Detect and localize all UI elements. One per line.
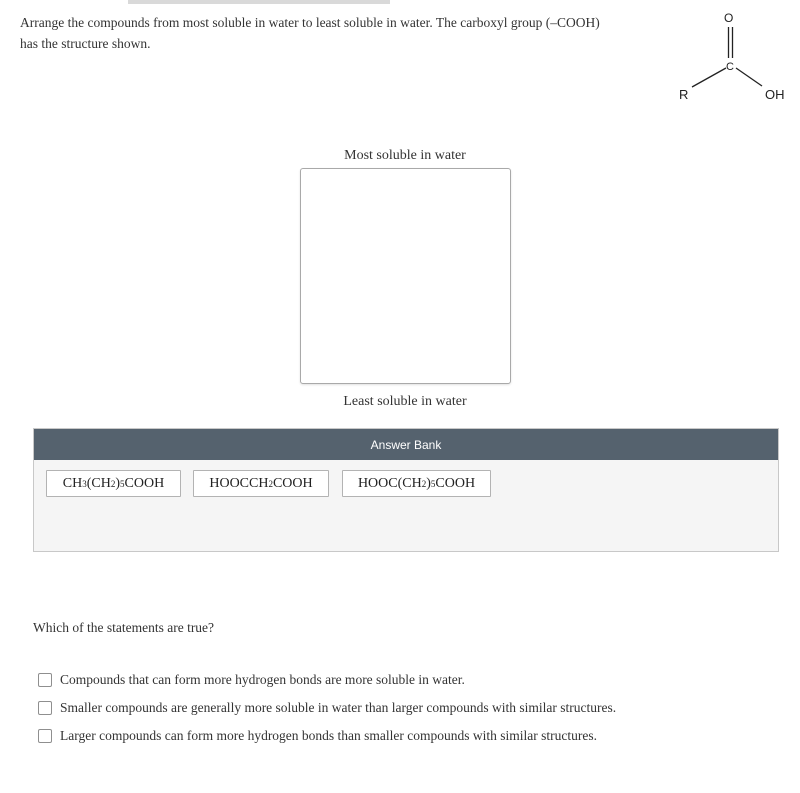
- statement-checkbox[interactable]: [38, 701, 52, 715]
- statements-prompt: Which of the statements are true?: [33, 620, 215, 635]
- answer-bank: [33, 428, 779, 552]
- oh-bond-line: [736, 68, 762, 86]
- statement-option[interactable]: [38, 722, 616, 750]
- top-scroll-bar: [128, 0, 390, 4]
- structure-atom-o: O: [724, 11, 734, 25]
- statements-checklist: [38, 666, 616, 750]
- answer-chip-pimelic-acid[interactable]: HOOC(CH 2 ) 5 COOH: [342, 470, 491, 497]
- answer-bank-header: Answer Bank: [34, 429, 778, 460]
- statement-checkbox[interactable]: [38, 729, 52, 743]
- question-text: [20, 12, 670, 54]
- statement-label: Compounds that can form more hydrogen bonds are more soluble in water.: [60, 672, 465, 687]
- statement-label: Larger compounds can form more hydrogen bonds than smaller compounds with similar structures.: [60, 728, 598, 743]
- answer-chip-malonic-acid[interactable]: HOOCCH 2 COOH: [193, 470, 329, 497]
- structure-atom-oh: OH: [765, 87, 785, 102]
- question-line-2: has the structure shown.: [20, 36, 151, 51]
- least-soluble-label: Least soluble in water: [343, 394, 467, 409]
- most-soluble-label: Most soluble in water: [344, 148, 466, 163]
- question-line-1: Arrange the compounds from most soluble in water to least soluble in water. The carboxyl group (–COOH): [20, 15, 600, 30]
- statement-option[interactable]: [38, 694, 616, 722]
- structure-atom-r: R: [679, 87, 689, 102]
- statement-label: Smaller compounds are generally more soluble in water than larger compounds with similar structures.: [60, 700, 617, 715]
- r-bond-line: [692, 68, 726, 87]
- ranking-dropzone[interactable]: [300, 168, 511, 384]
- structure-atom-c: C: [726, 61, 734, 73]
- statement-checkbox[interactable]: [38, 673, 52, 687]
- statement-option[interactable]: [38, 666, 616, 694]
- carboxyl-structure-diagram: [670, 6, 798, 106]
- answer-chip-heptanoic-acid[interactable]: CH 3 (CH 2 ) 5 COOH: [46, 470, 181, 497]
